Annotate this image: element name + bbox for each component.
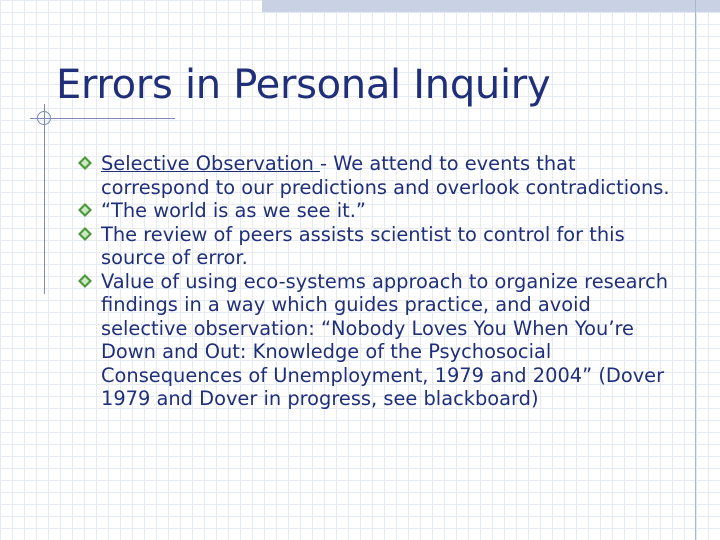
bullet-text: - We attend to events that correspond to our predictions and overlook contradictions. xyxy=(101,152,670,199)
bullet-list xyxy=(78,152,678,411)
diamond-bullet-icon xyxy=(78,274,92,288)
title-underline xyxy=(30,118,175,119)
diamond-bullet-icon xyxy=(78,156,92,170)
bullet-text: “The world is as we see it.” xyxy=(101,199,366,222)
bullet-item-selective-observation xyxy=(78,152,678,199)
slide-title: Errors in Personal Inquiry xyxy=(56,62,551,108)
right-rule xyxy=(695,0,696,540)
diamond-bullet-icon xyxy=(78,227,92,241)
diamond-bullet-icon xyxy=(78,203,92,217)
bullet-item-peer-review xyxy=(78,223,678,270)
bullet-text: The review of peers assists scientist to control for this source of error. xyxy=(101,222,625,269)
crosshair-ornament-icon xyxy=(37,111,51,125)
left-vertical-rule xyxy=(44,104,45,294)
header-band xyxy=(262,0,720,12)
bullet-item-eco-systems xyxy=(78,270,678,411)
bullet-term: Selective Observation xyxy=(101,152,321,175)
bullet-item-world-quote xyxy=(78,199,678,223)
bullet-text: Value of using eco-systems approach to organize research findings in a way which guides practice, and avoid selective observation: “Nobody Loves You When You’re Down and Out: Knowledge of the Psychosocial Consequences of Unemployment, 1979 and 2004” (Dover 1979 and Dover in progress, see blackboard) xyxy=(101,269,669,410)
